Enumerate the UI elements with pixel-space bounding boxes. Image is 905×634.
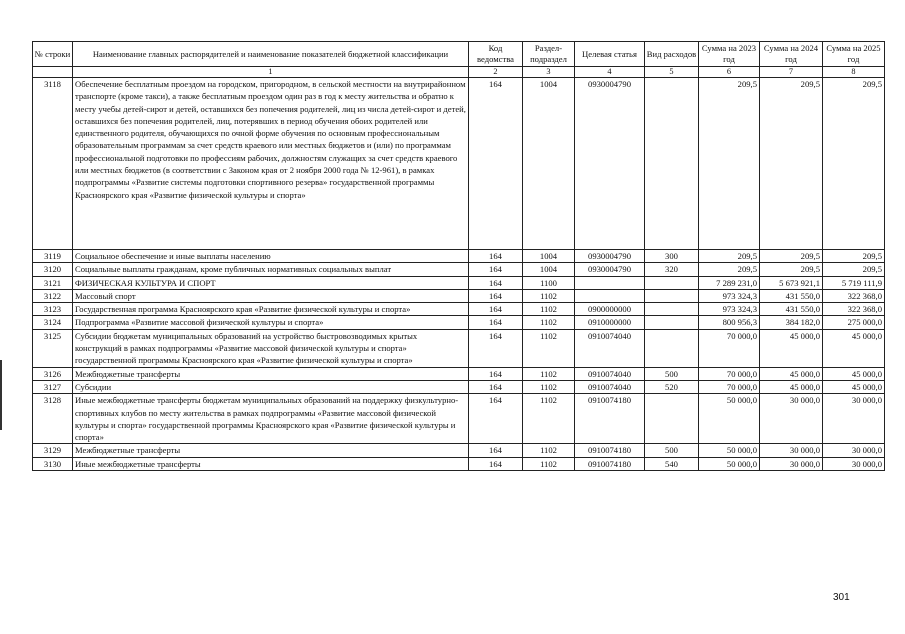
column-number: 2: [469, 67, 523, 78]
budget-table: [32, 41, 885, 471]
cell-target: 0910074180: [575, 394, 645, 444]
header-dept: Код ведомства: [469, 42, 523, 67]
cell-2024: 209,5: [760, 263, 823, 276]
cell-exp-type: 520: [645, 380, 699, 393]
column-number: 8: [823, 67, 885, 78]
cell-2025: 209,5: [823, 250, 885, 263]
cell-exp-type: [645, 394, 699, 444]
cell-2023: 50 000,0: [699, 394, 760, 444]
column-number: 1: [73, 67, 469, 78]
cell-target: [575, 276, 645, 289]
cell-2023: 209,5: [699, 263, 760, 276]
cell-2025: 209,5: [823, 78, 885, 250]
cell-name: Иные межбюджетные трансферты бюджетам муниципальных образований на поддержку физкультурно-спортивных клубов по месту жительства в рамках подпрограммы «Развитие массовой физической культуры и спорта» государственной программы Красноярского края «Развитие физической культуры и спорта»: [73, 394, 469, 444]
cell-exp-type: [645, 329, 699, 367]
cell-dept: 164: [469, 329, 523, 367]
cell-2023: 70 000,0: [699, 329, 760, 367]
cell-target: 0910000000: [575, 316, 645, 329]
header-row-no: № строки: [33, 42, 73, 67]
cell-dept: 164: [469, 250, 523, 263]
table-row: [33, 303, 885, 316]
cell-2024: 45 000,0: [760, 380, 823, 393]
header-name: Наименование главных распорядителей и наименование показателей бюджетной классификации: [73, 42, 469, 67]
cell-2023: 209,5: [699, 78, 760, 250]
column-number-row: [33, 67, 885, 78]
cell-row-no: 3124: [33, 316, 73, 329]
cell-row-no: 3118: [33, 78, 73, 250]
cell-row-no: 3119: [33, 250, 73, 263]
cell-2024: 30 000,0: [760, 457, 823, 470]
cell-dept: 164: [469, 444, 523, 457]
cell-2025: 322 368,0: [823, 289, 885, 302]
cell-name: Межбюджетные трансферты: [73, 367, 469, 380]
cell-2024: 5 673 921,1: [760, 276, 823, 289]
cell-name: Субсидии бюджетам муниципальных образований на устройство быстровозводимых крытых конструкций в рамках подпрограммы «Развитие массовой физической культуры и спорта» государственной программы Красноярского края «Развитие физической культуры и спорта»: [73, 329, 469, 367]
cell-section: 1102: [523, 444, 575, 457]
cell-section: 1100: [523, 276, 575, 289]
cell-2025: 209,5: [823, 263, 885, 276]
cell-2024: 209,5: [760, 250, 823, 263]
cell-target: 0930004790: [575, 250, 645, 263]
header-2023: Сумма на 2023 год: [699, 42, 760, 67]
cell-2024: 30 000,0: [760, 444, 823, 457]
cell-name: ФИЗИЧЕСКАЯ КУЛЬТУРА И СПОРТ: [73, 276, 469, 289]
table-row: [33, 367, 885, 380]
cell-exp-type: 540: [645, 457, 699, 470]
column-number: 6: [699, 67, 760, 78]
table-row: [33, 457, 885, 470]
cell-target: 0930004790: [575, 78, 645, 250]
cell-dept: 164: [469, 367, 523, 380]
cell-exp-type: [645, 289, 699, 302]
cell-dept: 164: [469, 263, 523, 276]
table-row: [33, 263, 885, 276]
cell-dept: 164: [469, 457, 523, 470]
cell-name: Субсидии: [73, 380, 469, 393]
cell-section: 1102: [523, 367, 575, 380]
column-number: 5: [645, 67, 699, 78]
cell-2023: 209,5: [699, 250, 760, 263]
cell-2024: 30 000,0: [760, 394, 823, 444]
cell-2025: 322 368,0: [823, 303, 885, 316]
cell-target: 0930004790: [575, 263, 645, 276]
cell-dept: 164: [469, 394, 523, 444]
column-number: 3: [523, 67, 575, 78]
cell-section: 1102: [523, 289, 575, 302]
cell-section: 1102: [523, 457, 575, 470]
column-number: [33, 67, 73, 78]
table-row: [33, 289, 885, 302]
cell-2025: 30 000,0: [823, 457, 885, 470]
header-exp-type: Вид расходов: [645, 42, 699, 67]
cell-dept: 164: [469, 78, 523, 250]
cell-2023: 800 956,3: [699, 316, 760, 329]
cell-2023: 50 000,0: [699, 444, 760, 457]
cell-dept: 164: [469, 380, 523, 393]
cell-2024: 431 550,0: [760, 303, 823, 316]
cell-name: Социальное обеспечение и иные выплаты населению: [73, 250, 469, 263]
cell-2024: 45 000,0: [760, 329, 823, 367]
cell-exp-type: [645, 276, 699, 289]
table-row: [33, 78, 885, 250]
margin-mark: [0, 360, 2, 430]
column-number: 4: [575, 67, 645, 78]
cell-2025: 30 000,0: [823, 394, 885, 444]
cell-row-no: 3121: [33, 276, 73, 289]
table-row: [33, 444, 885, 457]
cell-row-no: 3130: [33, 457, 73, 470]
table-row: [33, 380, 885, 393]
table-row: [33, 329, 885, 367]
table-row: [33, 316, 885, 329]
cell-2025: 45 000,0: [823, 380, 885, 393]
cell-exp-type: [645, 303, 699, 316]
cell-row-no: 3125: [33, 329, 73, 367]
cell-name: Социальные выплаты гражданам, кроме публичных нормативных социальных выплат: [73, 263, 469, 276]
cell-exp-type: 320: [645, 263, 699, 276]
cell-2025: 275 000,0: [823, 316, 885, 329]
cell-2023: 50 000,0: [699, 457, 760, 470]
cell-name: Межбюджетные трансферты: [73, 444, 469, 457]
cell-section: 1102: [523, 329, 575, 367]
cell-target: 0910074040: [575, 380, 645, 393]
cell-row-no: 3123: [33, 303, 73, 316]
cell-target: 0910074180: [575, 457, 645, 470]
cell-2024: 384 182,0: [760, 316, 823, 329]
cell-2025: 45 000,0: [823, 329, 885, 367]
cell-target: 0900000000: [575, 303, 645, 316]
cell-2024: 209,5: [760, 78, 823, 250]
cell-name: Государственная программа Красноярского края «Развитие физической культуры и спорта»: [73, 303, 469, 316]
cell-name: Массовый спорт: [73, 289, 469, 302]
table-row: [33, 276, 885, 289]
cell-2025: 45 000,0: [823, 367, 885, 380]
header-target: Целевая статья: [575, 42, 645, 67]
cell-2025: 30 000,0: [823, 444, 885, 457]
cell-2023: 70 000,0: [699, 380, 760, 393]
cell-target: 0910074040: [575, 329, 645, 367]
cell-section: 1102: [523, 380, 575, 393]
cell-section: 1004: [523, 78, 575, 250]
cell-name: Обеспечение бесплатным проездом на городском, пригородном, в сельской местности на внутрирайонном транспорте (кроме такси), а также бесплатным проездом один раз в год к месту жительства и обратно к месту учебы детей-сирот и детей, оставшихся без попечения родителей, лиц из числа детей-сирот и детей, оставшихся без попечения родителей, лиц, потерявших в период обучения обоих родителей или единственного родителя, обучающихся по очной форме обучения по основным профессиональным образовательным программам за счет средств краевого или местных бюджетов и (или) по программам профессиональной подготовки по профессиям рабочих, должностям служащих за счет средств краевого или местных бюджетов (в соответствии с Законом края от 2 ноября 2000 года № 12-961), в рамках подпрограммы «Развитие системы подготовки спортивного резерва» государственной программы Красноярского края «Развитие физической культуры и спорта»: [73, 78, 469, 250]
cell-row-no: 3126: [33, 367, 73, 380]
cell-section: 1004: [523, 263, 575, 276]
cell-exp-type: 500: [645, 444, 699, 457]
table-body: [33, 78, 885, 471]
cell-2023: 973 324,3: [699, 303, 760, 316]
cell-dept: 164: [469, 303, 523, 316]
cell-dept: 164: [469, 276, 523, 289]
cell-row-no: 3128: [33, 394, 73, 444]
cell-section: 1102: [523, 394, 575, 444]
table-row: [33, 250, 885, 263]
cell-exp-type: 500: [645, 367, 699, 380]
cell-dept: 164: [469, 289, 523, 302]
table-row: [33, 394, 885, 444]
cell-dept: 164: [469, 316, 523, 329]
page-number: 301: [833, 592, 850, 603]
cell-row-no: 3122: [33, 289, 73, 302]
cell-2024: 45 000,0: [760, 367, 823, 380]
header-2024: Сумма на 2024 год: [760, 42, 823, 67]
header-2025: Сумма на 2025 год: [823, 42, 885, 67]
cell-row-no: 3127: [33, 380, 73, 393]
column-number: 7: [760, 67, 823, 78]
cell-2023: 973 324,3: [699, 289, 760, 302]
cell-target: 0910074180: [575, 444, 645, 457]
cell-section: 1102: [523, 316, 575, 329]
cell-exp-type: [645, 316, 699, 329]
cell-target: [575, 289, 645, 302]
cell-section: 1004: [523, 250, 575, 263]
cell-name: Подпрограмма «Развитие массовой физической культуры и спорта»: [73, 316, 469, 329]
table-header-row: [33, 42, 885, 67]
cell-row-no: 3129: [33, 444, 73, 457]
cell-2024: 431 550,0: [760, 289, 823, 302]
cell-row-no: 3120: [33, 263, 73, 276]
cell-2025: 5 719 111,9: [823, 276, 885, 289]
header-section: Раздел-подраздел: [523, 42, 575, 67]
cell-2023: 70 000,0: [699, 367, 760, 380]
cell-2023: 7 289 231,0: [699, 276, 760, 289]
cell-target: 0910074040: [575, 367, 645, 380]
cell-section: 1102: [523, 303, 575, 316]
cell-exp-type: [645, 78, 699, 250]
cell-name: Иные межбюджетные трансферты: [73, 457, 469, 470]
cell-exp-type: 300: [645, 250, 699, 263]
budget-sheet: [32, 41, 884, 471]
